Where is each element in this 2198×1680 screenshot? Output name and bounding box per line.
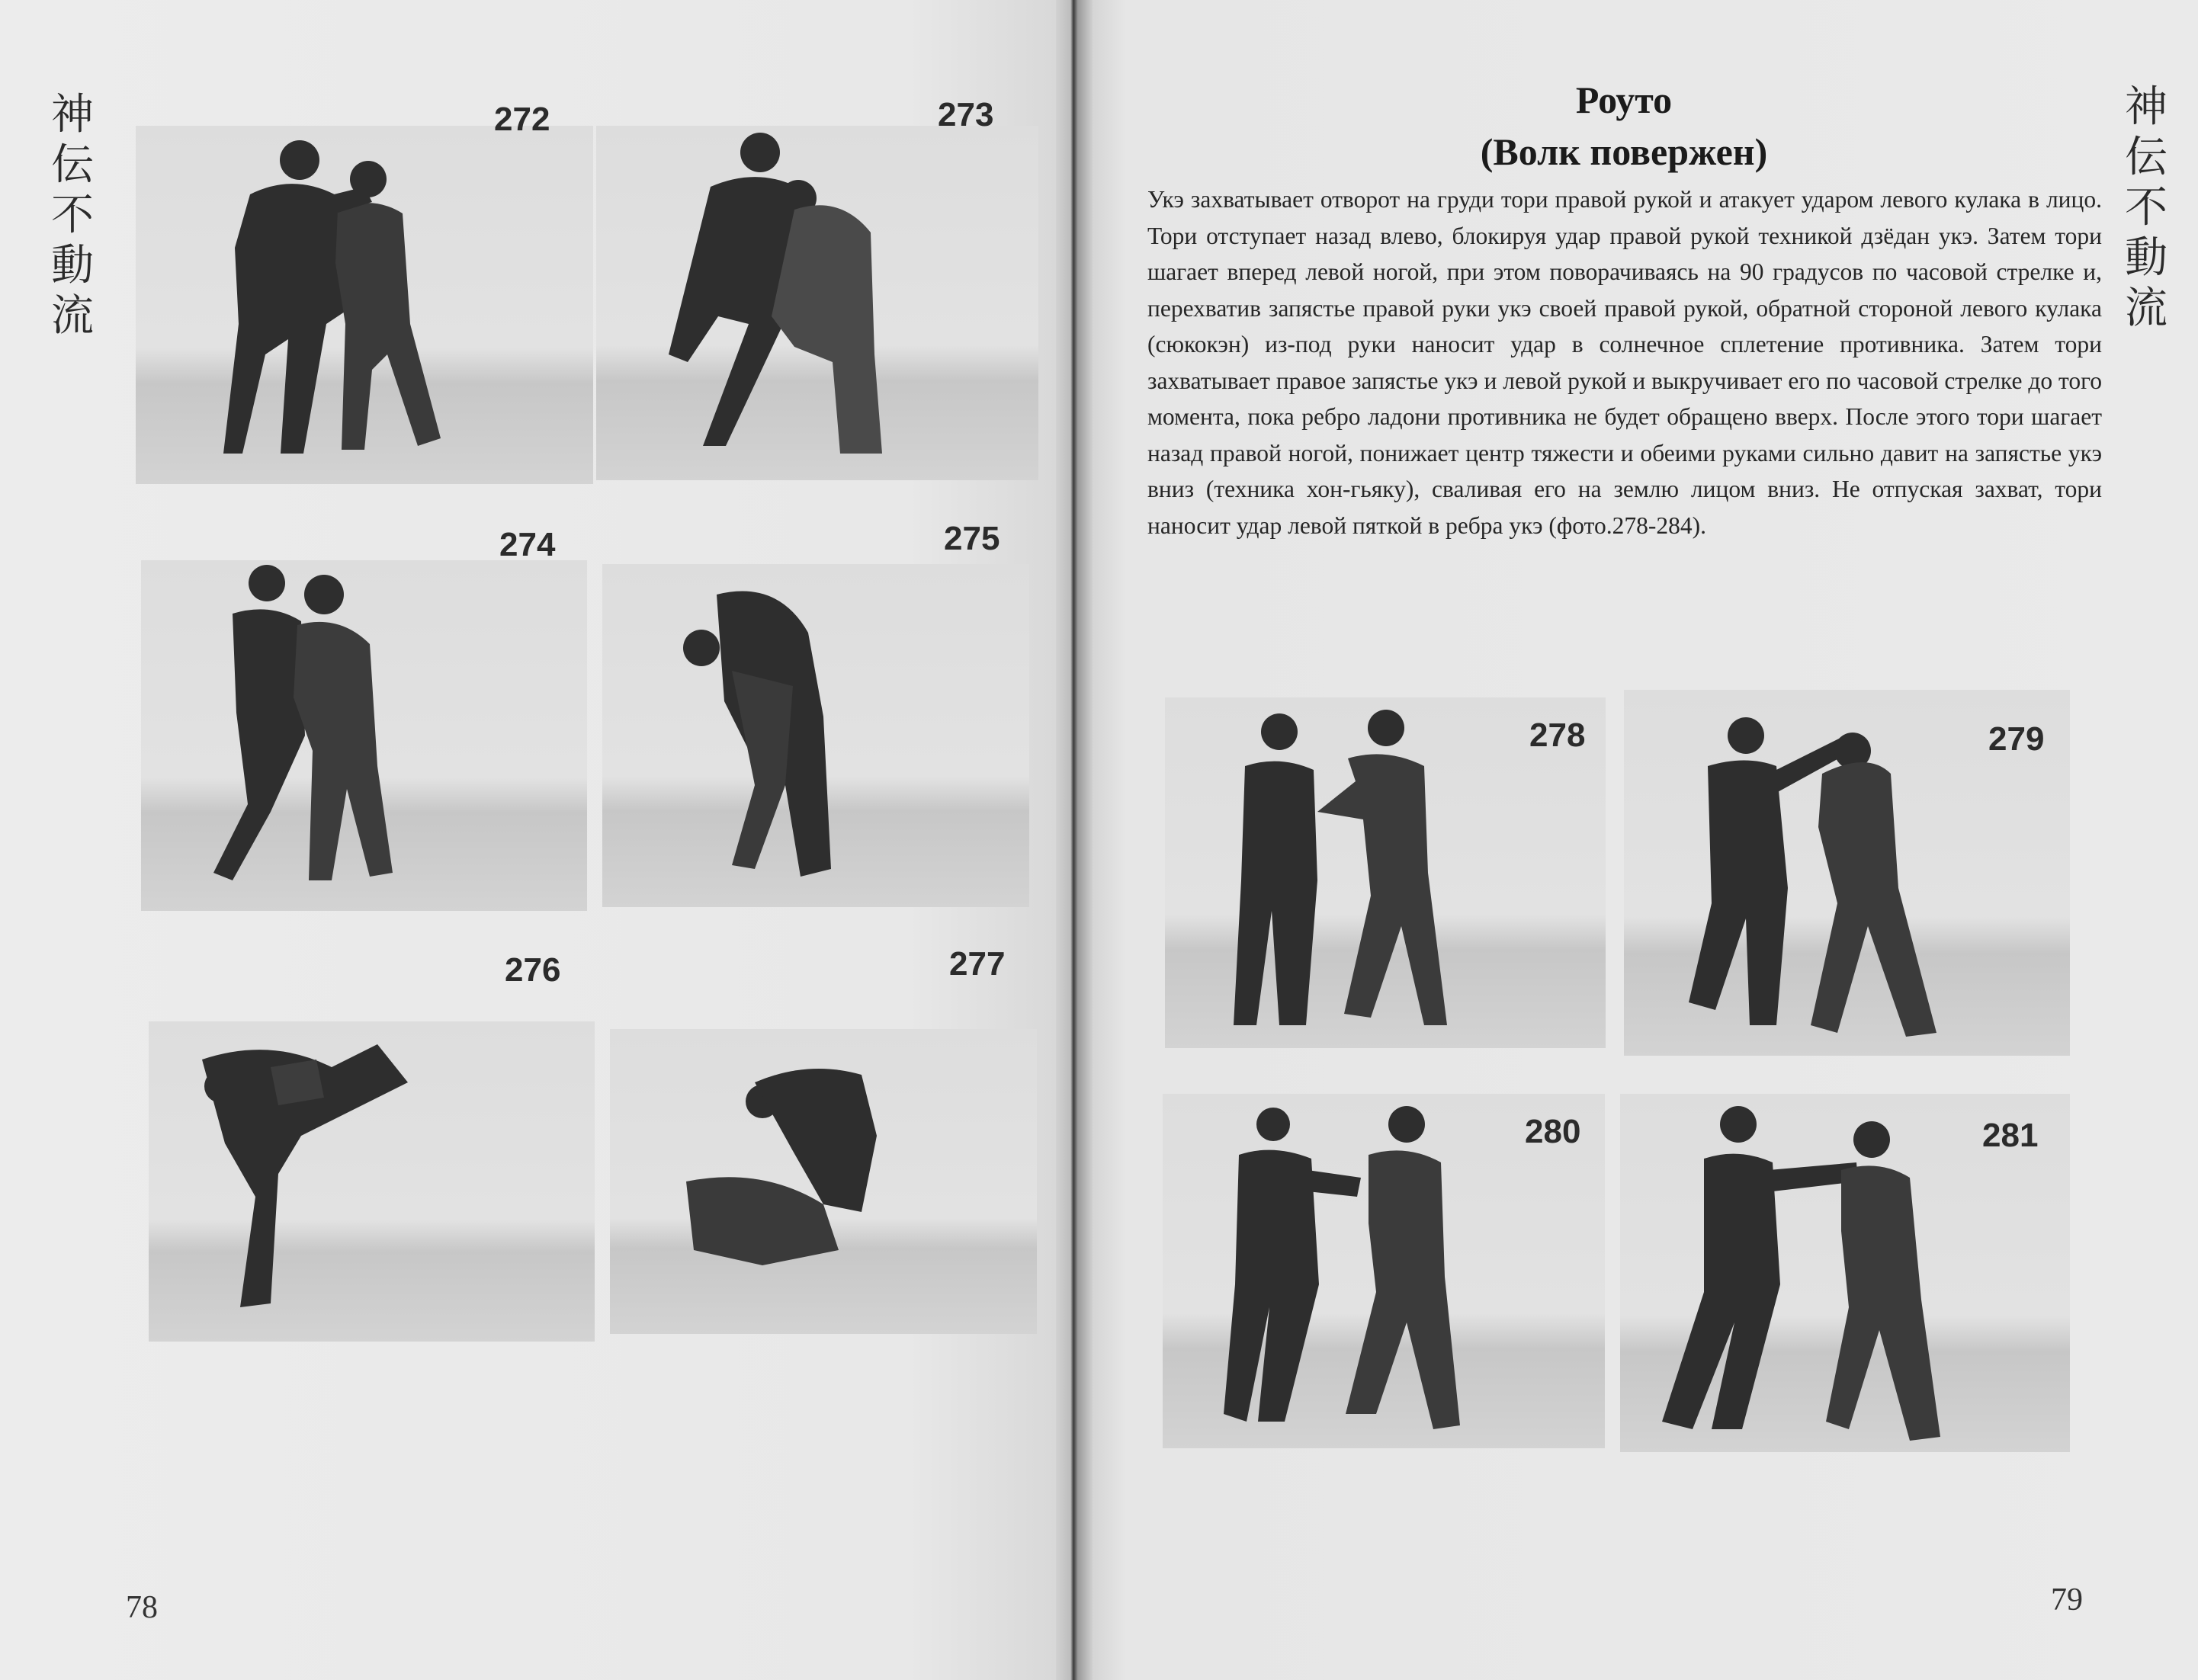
- section-subtitle: (Волк повержен): [1480, 130, 1768, 173]
- photo-number-label: 276: [505, 951, 561, 989]
- photo-number-label: 278: [1529, 717, 1586, 754]
- photo-number-label: 280: [1525, 1113, 1581, 1150]
- photo-number-label: 277: [949, 945, 1006, 983]
- kanji-char: 流: [51, 291, 94, 341]
- kanji-char: 神: [2125, 82, 2168, 132]
- photo-number-label: 281: [1982, 1117, 2039, 1154]
- photo-number-label: 272: [494, 101, 550, 138]
- section-title: Роуто: [1575, 79, 1673, 121]
- photo-number-label: 274: [499, 526, 556, 563]
- fighters-illustration: [596, 126, 1038, 480]
- photo-277: [610, 1029, 1037, 1334]
- right-kanji-header: [2112, 82, 2180, 334]
- fighters-illustration: [141, 560, 587, 911]
- kanji-char: 神: [51, 90, 94, 139]
- photo-276: [149, 1021, 595, 1342]
- fighters-illustration: [610, 1029, 1037, 1334]
- photo-number-label: 279: [1988, 720, 2045, 758]
- kanji-char: 不: [51, 191, 94, 240]
- left-page-number: 78: [126, 1590, 158, 1625]
- book-spine: [1056, 0, 1093, 1680]
- fighters-illustration: [149, 1021, 595, 1342]
- kanji-char: 不: [2125, 183, 2168, 232]
- photo-272: [136, 126, 593, 484]
- photo-number-label: 275: [944, 520, 1000, 557]
- photo-275: [602, 564, 1029, 907]
- left-kanji-header: [38, 90, 107, 341]
- kanji-char: 伝: [51, 140, 94, 190]
- kanji-char: 動: [2125, 233, 2168, 283]
- fighters-illustration: [602, 564, 1029, 907]
- photo-274: [141, 560, 587, 911]
- kanji-char: 動: [51, 241, 94, 290]
- right-page-number: 79: [2051, 1582, 2083, 1617]
- kanji-char: 伝: [2125, 133, 2168, 182]
- photo-273: [596, 126, 1038, 480]
- fighters-illustration: [136, 126, 593, 484]
- technique-description: Укэ захватывает отворот на груди тори правой рукой и атакует ударом левого кулака в лицо. Тори отступает назад влево, блокируя удар правой рукой техникой дзёдан укэ. Затем тори шагает вперед левой ногой, при этом поворачиваясь на 90 градусов по часовой стрелке и, перехватив запястье правой руки укэ своей правой рукой, обратной стороной левого кулака (сюкокэн) из-под руки наносит удар в солнечное сплетение противника. Затем тори захватывает правое запястье укэ и левой рукой и выкручивает его по часовой стрелке до того момента, пока ребро ладони противника не будет обращено вверх. После этого тори шагает назад правой ногой, понижает центр тяжести и обеими руками сильно давит на запястье укэ вниз (техника хон-гьяку), сваливая его на землю лицом вниз. Не отпуская захват, тори наносит удар левой пяткой в ребра укэ (фото.278-284).: [1147, 186, 2102, 539]
- photo-number-label: 273: [938, 96, 994, 133]
- kanji-char: 流: [2125, 284, 2168, 333]
